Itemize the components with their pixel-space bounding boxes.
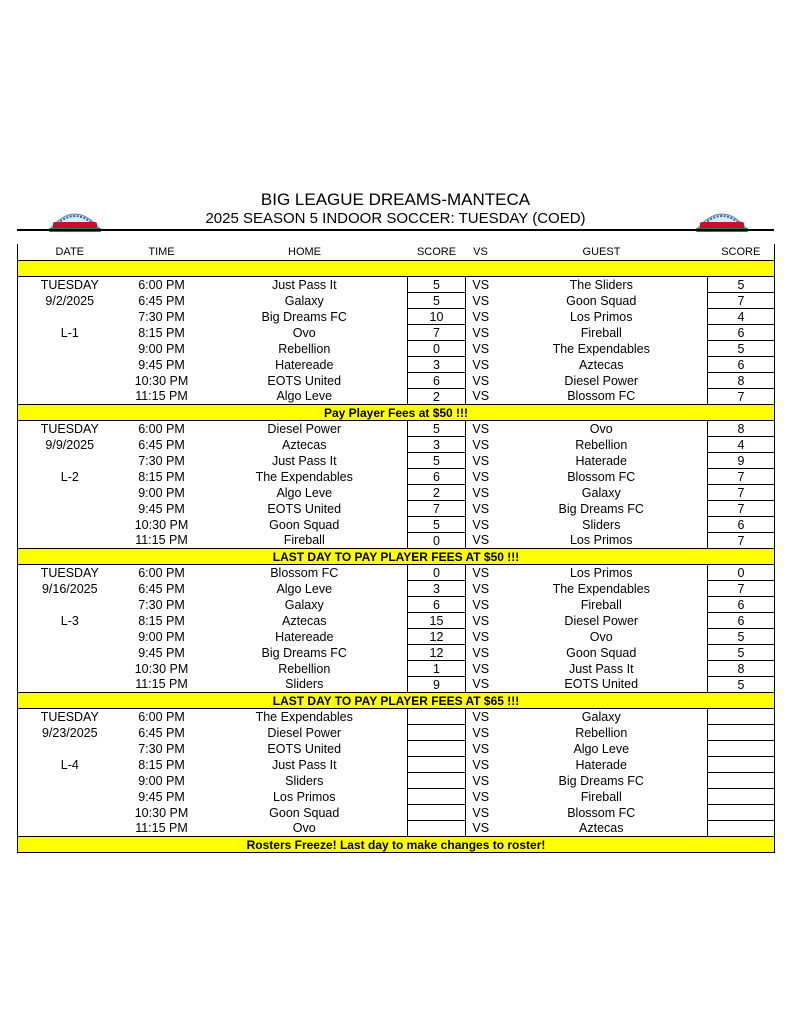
vs-label: VS: [472, 517, 490, 532]
game-time: 7:30 PM: [138, 741, 185, 756]
home-score: [408, 757, 466, 773]
guest-score: 6: [708, 597, 775, 613]
home-score: 0: [408, 533, 466, 549]
game-time: 6:00 PM: [138, 709, 185, 724]
column-header: SCORE: [416, 246, 457, 258]
guest-score: 8: [708, 661, 775, 677]
home-score: [408, 725, 466, 741]
game-row: [18, 565, 775, 581]
game-row: [18, 485, 775, 501]
guest-score: 6: [708, 613, 775, 629]
date-cell: [18, 821, 122, 837]
game-row: [18, 629, 775, 645]
guest-team: Algo Leve: [573, 741, 630, 756]
home-team: The Expendables: [255, 469, 353, 484]
date-cell: [18, 453, 122, 469]
game-time: 9:00 PM: [138, 485, 185, 500]
guest-team: Big Dreams FC: [558, 501, 644, 516]
vs-label: VS: [472, 613, 490, 628]
game-row: [18, 357, 775, 373]
guest-team: The Sliders: [569, 277, 633, 292]
home-team: Big Dreams FC: [261, 309, 347, 324]
guest-team: Haterade: [575, 453, 627, 468]
home-score: 5: [408, 453, 466, 469]
home-team: Ovo: [292, 325, 316, 340]
guest-score: [708, 789, 775, 805]
game-time: 7:30 PM: [138, 597, 185, 612]
week-day: TUESDAY: [40, 565, 99, 580]
column-header: TIME: [148, 246, 175, 258]
notice-text: Pay Player Fees at $50 !!!: [18, 405, 775, 421]
date-cell: [18, 309, 122, 325]
guest-score: 6: [708, 517, 775, 533]
guest-team: Fireball: [580, 789, 622, 804]
date-cell: [18, 645, 122, 661]
game-row: [18, 421, 775, 437]
game-row: [18, 805, 775, 821]
header-divider-bar: [18, 261, 775, 277]
game-row: [18, 309, 775, 325]
home-team: Ovo: [292, 821, 316, 836]
game-row: [18, 757, 775, 773]
home-score: [408, 773, 466, 789]
game-row: [18, 645, 775, 661]
date-cell: [18, 501, 122, 517]
week-date: 9/9/2025: [45, 437, 95, 452]
home-team: Just Pass It: [271, 453, 337, 468]
game-time: 11:15 PM: [135, 821, 188, 836]
home-score: 6: [408, 469, 466, 485]
game-row: [18, 725, 775, 741]
vs-label: VS: [472, 501, 490, 516]
week-league: L-4: [60, 757, 79, 772]
schedule-table: [17, 244, 775, 853]
vs-label: VS: [472, 661, 490, 676]
guest-score: [708, 709, 775, 725]
game-time: 9:45 PM: [138, 645, 185, 660]
guest-team: Sliders: [582, 517, 621, 532]
guest-score: 0: [708, 565, 775, 581]
column-header: HOME: [288, 246, 321, 258]
vs-label: VS: [472, 453, 490, 468]
date-cell: [18, 533, 122, 549]
game-row: [18, 773, 775, 789]
guest-team: Just Pass It: [568, 661, 634, 676]
home-team: Aztecas: [282, 613, 327, 628]
game-time: 10:30 PM: [134, 661, 189, 676]
home-team: Just Pass It: [271, 757, 337, 772]
game-time: 8:15 PM: [138, 757, 185, 772]
home-team: Algo Leve: [276, 389, 333, 404]
game-time: 6:45 PM: [138, 437, 185, 452]
notice-banner: [18, 549, 775, 565]
guest-score: 6: [708, 325, 775, 341]
page-subtitle: 2025 SEASON 5 INDOOR SOCCER: TUESDAY (COED): [205, 210, 586, 227]
game-time: 7:30 PM: [138, 309, 185, 324]
guest-team: Fireball: [580, 325, 622, 340]
game-row: [18, 677, 775, 693]
vs-label: VS: [472, 309, 490, 324]
vs-label: VS: [472, 805, 490, 820]
guest-team: Goon Squad: [566, 293, 637, 308]
guest-score: [708, 757, 775, 773]
game-row: [18, 709, 775, 725]
week-league: L-1: [60, 325, 79, 340]
home-team: Aztecas: [282, 437, 327, 452]
guest-score: 7: [708, 485, 775, 501]
home-team: Goon Squad: [269, 517, 340, 532]
game-time: 6:45 PM: [138, 581, 185, 596]
date-cell: [18, 517, 122, 533]
game-time: 11:15 PM: [135, 677, 188, 692]
date-cell: [18, 773, 122, 789]
vs-label: VS: [472, 725, 490, 740]
guest-team: Blossom FC: [567, 805, 636, 820]
guest-team: Los Primos: [569, 309, 633, 324]
home-team: Goon Squad: [269, 805, 340, 820]
date-cell: [18, 357, 122, 373]
game-time: 8:15 PM: [138, 325, 185, 340]
guest-team: Rebellion: [575, 725, 628, 740]
vs-label: VS: [472, 757, 490, 772]
guest-team: Blossom FC: [567, 389, 636, 404]
home-team: Just Pass It: [271, 277, 337, 292]
week-league: L-3: [60, 613, 79, 628]
column-header: SCORE: [721, 246, 761, 258]
vs-label: VS: [472, 533, 490, 548]
home-team: The Expendables: [255, 709, 353, 724]
page-title: BIG LEAGUE DREAMS-MANTECA: [260, 190, 531, 209]
guest-score: 7: [708, 581, 775, 597]
home-score: 5: [408, 517, 466, 533]
guest-team: EOTS United: [564, 677, 639, 692]
game-time: 6:45 PM: [138, 725, 185, 740]
notice-text: Rosters Freeze! Last day to make changes to roster!: [18, 837, 775, 853]
guest-score: 7: [708, 533, 775, 549]
game-row: [18, 661, 775, 677]
guest-team: Ovo: [589, 629, 613, 644]
guest-score: 5: [708, 629, 775, 645]
game-row: [18, 469, 775, 485]
guest-score: 7: [708, 501, 775, 517]
column-header: GUEST: [582, 246, 621, 258]
vs-label: VS: [472, 437, 490, 452]
game-row: [18, 597, 775, 613]
guest-score: [708, 773, 775, 789]
guest-score: 8: [708, 421, 775, 437]
home-team: Rebellion: [278, 661, 331, 676]
guest-team: Big Dreams FC: [558, 773, 644, 788]
column-header-row: [18, 244, 775, 261]
home-team: Diesel Power: [267, 421, 342, 436]
date-cell: [18, 373, 122, 389]
date-cell: [18, 341, 122, 357]
vs-label: VS: [472, 821, 490, 836]
vs-label: VS: [472, 597, 490, 612]
home-score: 2: [408, 485, 466, 501]
home-score: 1: [408, 661, 466, 677]
home-score: [408, 821, 466, 837]
week-day: TUESDAY: [40, 421, 99, 436]
divider-cell: [18, 261, 775, 277]
week-day: TUESDAY: [40, 277, 99, 292]
guest-team: Los Primos: [569, 533, 633, 548]
guest-team: Galaxy: [581, 485, 621, 500]
home-team: Sliders: [285, 773, 324, 788]
home-score: 0: [408, 565, 466, 581]
vs-label: VS: [472, 565, 490, 580]
guest-team: The Expendables: [552, 341, 650, 356]
home-team: EOTS United: [267, 741, 342, 756]
guest-score: [708, 741, 775, 757]
guest-team: Blossom FC: [567, 469, 636, 484]
home-team: Fireball: [283, 533, 325, 548]
guest-score: 7: [708, 293, 775, 309]
vs-label: VS: [472, 677, 490, 692]
guest-score: 8: [708, 373, 775, 389]
week-day: TUESDAY: [40, 709, 99, 724]
home-team: Blossom FC: [270, 565, 339, 580]
home-score: 7: [408, 325, 466, 341]
game-row: [18, 293, 775, 309]
week-date: 9/16/2025: [41, 581, 98, 596]
game-row: [18, 821, 775, 837]
home-team: EOTS United: [267, 373, 342, 388]
game-row: [18, 517, 775, 533]
guest-score: 5: [708, 341, 775, 357]
home-team: Los Primos: [272, 789, 336, 804]
home-team: Galaxy: [284, 293, 324, 308]
guest-team: Haterade: [575, 757, 627, 772]
guest-team: Goon Squad: [566, 645, 637, 660]
home-team: EOTS United: [267, 501, 342, 516]
home-team: Algo Leve: [276, 581, 333, 596]
guest-team: Galaxy: [581, 709, 621, 724]
vs-label: VS: [472, 629, 490, 644]
guest-score: [708, 725, 775, 741]
guest-score: 6: [708, 357, 775, 373]
vs-label: VS: [472, 741, 490, 756]
game-time: 11:15 PM: [135, 533, 188, 548]
guest-team: Diesel Power: [564, 373, 639, 388]
vs-label: VS: [472, 325, 490, 340]
vs-label: VS: [472, 645, 490, 660]
game-time: 8:15 PM: [138, 613, 185, 628]
home-team: Algo Leve: [276, 485, 333, 500]
home-score: 5: [408, 421, 466, 437]
home-score: 15: [408, 613, 466, 629]
notice-banner: [18, 837, 775, 853]
date-cell: [18, 805, 122, 821]
guest-team: Ovo: [589, 421, 613, 436]
home-score: [408, 789, 466, 805]
guest-team: Diesel Power: [564, 613, 639, 628]
guest-score: [708, 821, 775, 837]
home-score: [408, 805, 466, 821]
guest-score: 7: [708, 389, 775, 405]
home-score: 10: [408, 309, 466, 325]
notice-text: LAST DAY TO PAY PLAYER FEES AT $50 !!!: [18, 549, 775, 565]
column-header: DATE: [55, 246, 85, 258]
game-row: [18, 789, 775, 805]
guest-score: 4: [708, 309, 775, 325]
vs-label: VS: [472, 293, 490, 308]
guest-score: [708, 805, 775, 821]
home-score: 9: [408, 677, 466, 693]
date-cell: [18, 389, 122, 405]
home-score: 3: [408, 357, 466, 373]
game-time: 9:45 PM: [138, 789, 185, 804]
game-time: 9:00 PM: [138, 629, 185, 644]
game-row: [18, 389, 775, 405]
guest-score: 5: [708, 277, 775, 293]
guest-team: Los Primos: [569, 565, 633, 580]
game-row: [18, 453, 775, 469]
week-league: L-2: [60, 469, 79, 484]
home-team: Sliders: [285, 677, 324, 692]
vs-label: VS: [472, 373, 490, 388]
guest-team: Rebellion: [575, 437, 628, 452]
game-row: [18, 437, 775, 453]
game-time: 9:45 PM: [138, 501, 185, 516]
guest-score: 7: [708, 469, 775, 485]
column-header: VS: [473, 246, 488, 258]
home-score: 6: [408, 597, 466, 613]
game-row: [18, 277, 775, 293]
vs-label: VS: [472, 357, 490, 372]
home-score: 0: [408, 341, 466, 357]
game-row: [18, 533, 775, 549]
home-score: 6: [408, 373, 466, 389]
home-team: Hatereade: [275, 357, 334, 372]
home-score: [408, 709, 466, 725]
game-time: 8:15 PM: [138, 469, 185, 484]
home-score: 2: [408, 389, 466, 405]
game-time: 7:30 PM: [138, 453, 185, 468]
game-row: [18, 613, 775, 629]
date-cell: [18, 485, 122, 501]
game-time: 10:30 PM: [134, 373, 189, 388]
game-time: 9:00 PM: [138, 773, 185, 788]
home-team: Galaxy: [284, 597, 324, 612]
game-time: 11:15 PM: [135, 389, 188, 404]
game-row: [18, 581, 775, 597]
game-row: [18, 741, 775, 757]
home-team: Rebellion: [278, 341, 331, 356]
home-score: 12: [408, 629, 466, 645]
home-score: 5: [408, 293, 466, 309]
guest-team: Aztecas: [579, 357, 624, 372]
week-date: 9/23/2025: [41, 725, 98, 740]
game-time: 10:30 PM: [134, 805, 189, 820]
home-score: [408, 741, 466, 757]
notice-banner: [18, 693, 775, 709]
notice-text: LAST DAY TO PAY PLAYER FEES AT $65 !!!: [18, 693, 775, 709]
header-rule: [17, 229, 774, 231]
home-score: 12: [408, 645, 466, 661]
guest-team: The Expendables: [552, 581, 650, 596]
guest-score: 5: [708, 677, 775, 693]
guest-score: 4: [708, 437, 775, 453]
home-team: Hatereade: [275, 629, 334, 644]
home-score: 3: [408, 581, 466, 597]
vs-label: VS: [472, 581, 490, 596]
game-row: [18, 341, 775, 357]
guest-team: Aztecas: [579, 821, 624, 836]
game-time: 9:45 PM: [138, 357, 185, 372]
notice-banner: [18, 405, 775, 421]
game-time: 9:00 PM: [138, 341, 185, 356]
date-cell: [18, 741, 122, 757]
guest-team: Fireball: [580, 597, 622, 612]
vs-label: VS: [472, 485, 490, 500]
week-date: 9/2/2025: [45, 293, 95, 308]
game-time: 6:00 PM: [138, 565, 185, 580]
game-time: 6:00 PM: [138, 421, 185, 436]
home-team: Big Dreams FC: [261, 645, 347, 660]
game-row: [18, 373, 775, 389]
vs-label: VS: [472, 469, 490, 484]
home-score: 7: [408, 501, 466, 517]
date-cell: [18, 597, 122, 613]
vs-label: VS: [472, 773, 490, 788]
home-score: 5: [408, 277, 466, 293]
date-cell: [18, 677, 122, 693]
date-cell: [18, 629, 122, 645]
vs-label: VS: [472, 341, 490, 356]
home-score: 3: [408, 437, 466, 453]
vs-label: VS: [472, 389, 490, 404]
home-team: Diesel Power: [267, 725, 342, 740]
game-time: 10:30 PM: [134, 517, 189, 532]
vs-label: VS: [472, 277, 490, 292]
vs-label: VS: [472, 709, 490, 724]
game-row: [18, 501, 775, 517]
date-cell: [18, 661, 122, 677]
guest-score: 9: [708, 453, 775, 469]
game-row: [18, 325, 775, 341]
guest-score: 5: [708, 645, 775, 661]
game-time: 6:45 PM: [138, 293, 185, 308]
vs-label: VS: [472, 789, 490, 804]
vs-label: VS: [472, 421, 490, 436]
date-cell: [18, 789, 122, 805]
game-time: 6:00 PM: [138, 277, 185, 292]
